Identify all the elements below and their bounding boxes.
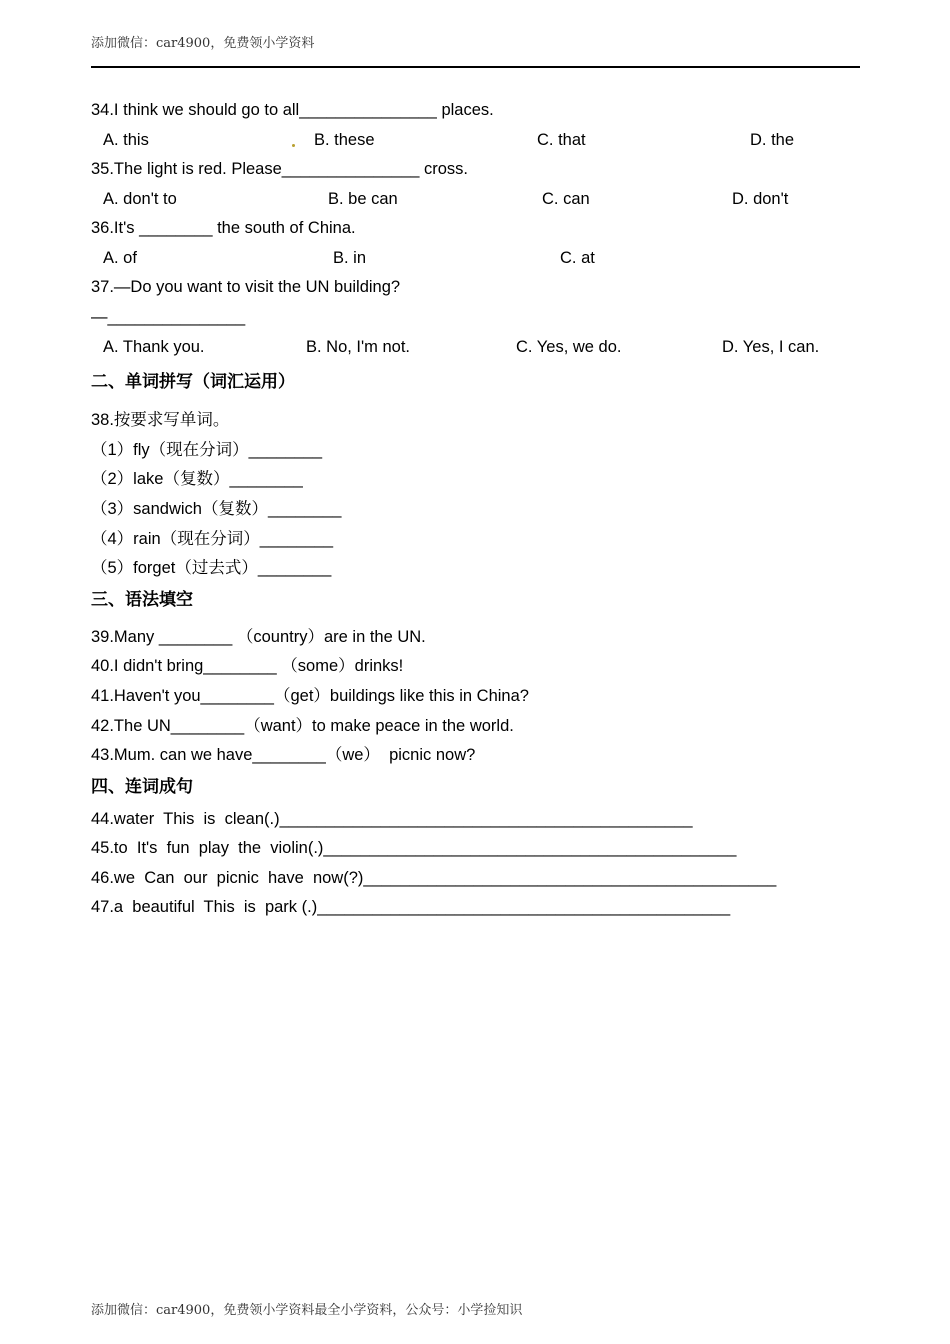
question-34-option-a: A. this — [103, 131, 149, 149]
question-37-option-b: B. No, I'm not. — [306, 338, 411, 356]
question-43: 43.Mum. can we have________（we） picnic now? — [91, 746, 476, 764]
question-47: 47.a beautiful This is park (.)_____________________________________________ — [91, 898, 731, 916]
question-38-item-5: （5）forget（过去式）________ — [91, 559, 332, 577]
section-2-title: 二、单词拼写（词汇运用） — [91, 372, 295, 392]
question-41: 41.Haven't you________（get）buildings like this in China? — [91, 687, 529, 705]
question-38-item-3: （3）sandwich（复数）________ — [91, 500, 342, 518]
question-36-stem: 36.It's ________ the south of China. — [91, 219, 356, 237]
question-46: 46.we Can our picnic have now(?)_____________________________________________ — [91, 869, 777, 887]
page-header: 添加微信：car4900，免费领小学资料 — [91, 36, 315, 51]
question-39: 39.Many ________ （country）are in the UN. — [91, 628, 426, 646]
question-35-option-c: C. can — [542, 190, 590, 208]
question-34-option-d: D. the — [750, 131, 795, 149]
question-35-option-a: A. don't to — [103, 190, 177, 208]
question-44: 44.water This is clean(.)_____________________________________________ — [91, 810, 693, 828]
question-35-option-d: D. don't — [732, 190, 789, 208]
page-footer: 添加微信：car4900，免费领小学资料最全小学资料，公众号：小学捡知识 — [91, 1303, 523, 1318]
question-36-option-a: A. of — [103, 249, 137, 267]
question-37-option-c: C. Yes, we do. — [516, 338, 622, 356]
question-36-option-b: B. in — [333, 249, 367, 267]
question-34-option-b: B. these — [314, 131, 375, 149]
question-37-answer-line: —_______________ — [91, 308, 246, 326]
question-40: 40.I didn't bring________ （some）drinks! — [91, 657, 404, 675]
question-37-option-d: D. Yes, I can. — [722, 338, 820, 356]
question-35-option-b: B. be can — [328, 190, 398, 208]
question-34-option-c: C. that — [537, 131, 586, 149]
question-34-stem: 34.I think we should go to all_______________ places. — [91, 101, 494, 119]
question-36-option-c: C. at — [560, 249, 595, 267]
question-45: 45.to It's fun play the violin(.)_____________________________________________ — [91, 839, 737, 857]
question-42: 42.The UN________（want）to make peace in the world. — [91, 717, 514, 735]
question-38-item-2: （2）lake（复数）________ — [91, 470, 303, 488]
section-3-title: 三、语法填空 — [91, 590, 193, 610]
header-divider — [91, 66, 860, 68]
question-38-stem: 38.按要求写单词。 — [91, 411, 230, 429]
question-38-item-1: （1）fly（现在分词）________ — [91, 441, 323, 459]
stray-dot — [292, 144, 295, 147]
question-35-stem: 35.The light is red. Please_______________ cross. — [91, 160, 469, 178]
section-4-title: 四、连词成句 — [91, 777, 193, 797]
question-37-option-a: A. Thank you. — [103, 338, 205, 356]
question-37-stem: 37.—Do you want to visit the UN building? — [91, 278, 401, 296]
question-38-item-4: （4）rain（现在分词）________ — [91, 530, 334, 548]
